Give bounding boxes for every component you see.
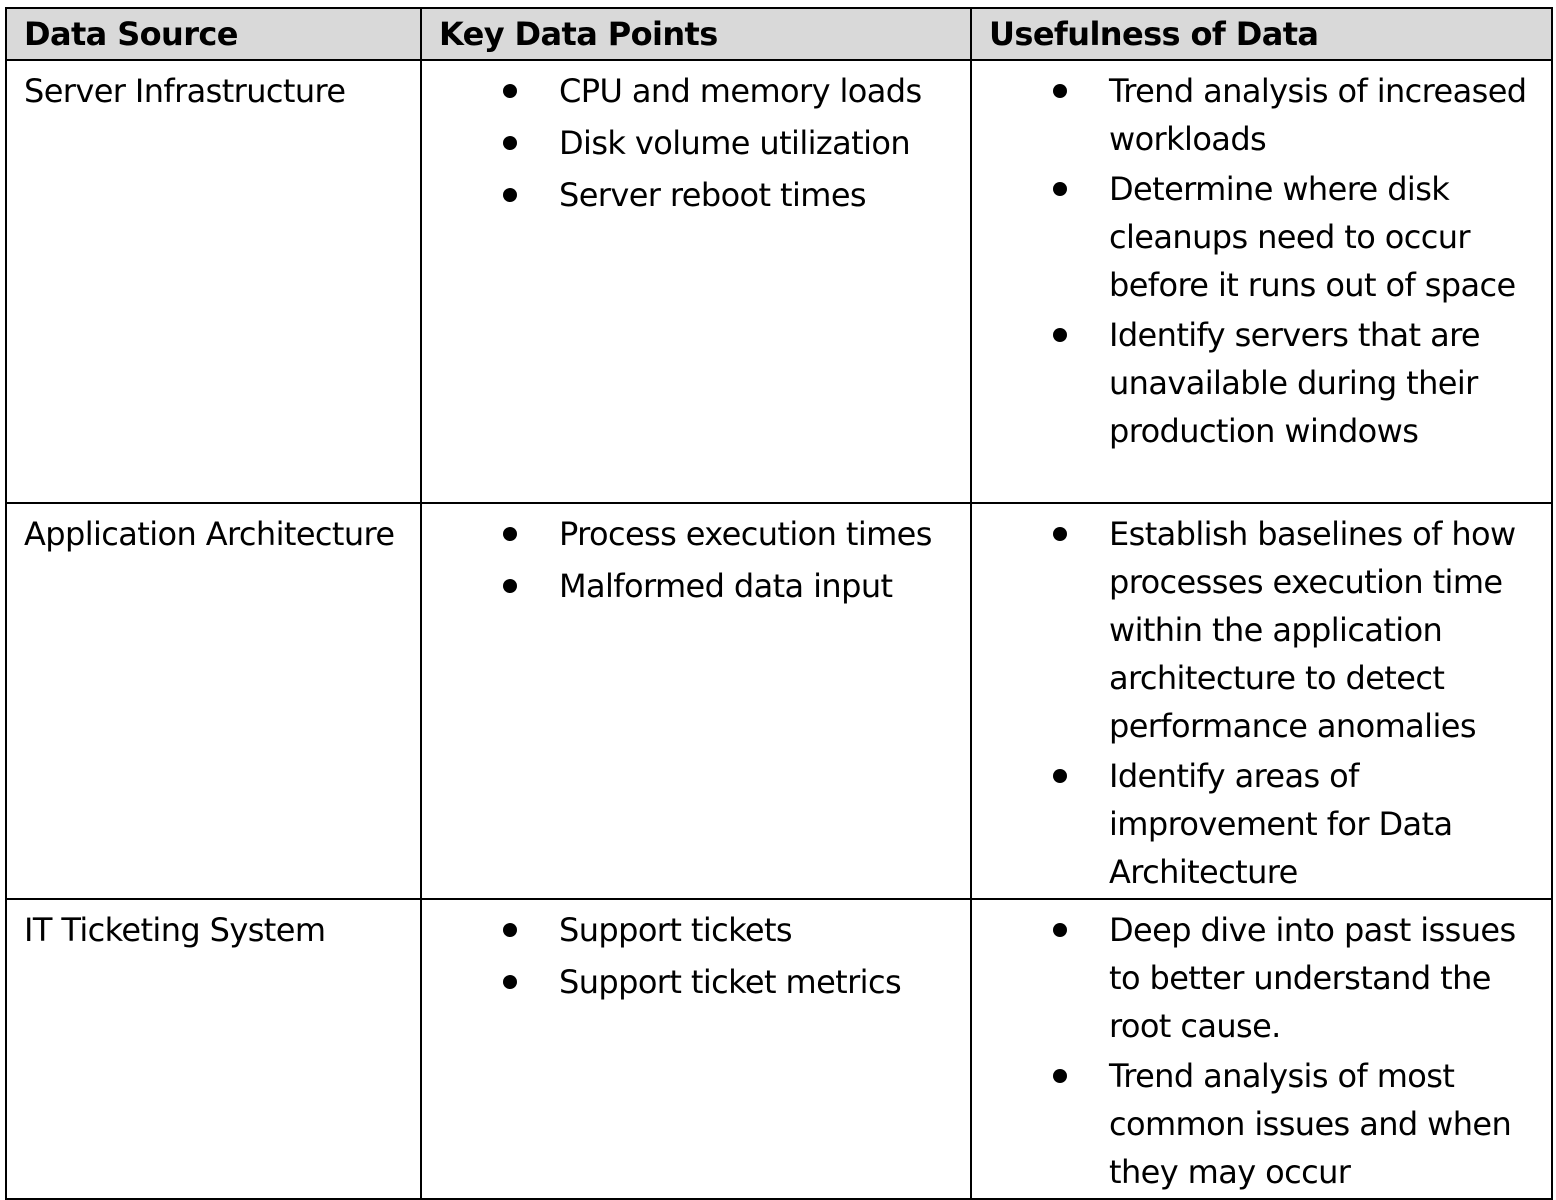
usefulness-text: Identify servers that are unavailable during their production windows [1109, 316, 1481, 450]
points-cell [421, 503, 971, 899]
list-item [972, 67, 1551, 163]
list-item [972, 165, 1551, 309]
table-row [6, 503, 1552, 899]
bullet-icon [1053, 923, 1067, 937]
list-item [972, 311, 1551, 455]
bullet-icon [1053, 84, 1067, 98]
list-item [972, 1052, 1551, 1196]
bullet-icon [503, 188, 517, 202]
list-item [422, 171, 970, 219]
header-key-data-points: Key Data Points [421, 8, 971, 60]
list-item [422, 119, 970, 167]
usefulness-cell [971, 899, 1552, 1199]
bullet-icon [1053, 769, 1067, 783]
points-list [422, 61, 970, 219]
table-header-row [6, 8, 1552, 60]
point-text: Disk volume utilization [559, 124, 911, 162]
point-text: Malformed data input [559, 567, 893, 605]
data-source-table [5, 7, 1553, 1200]
bullet-icon [503, 84, 517, 98]
usefulness-text: Determine where disk cleanups need to occur before it runs out of space [1109, 170, 1516, 304]
usefulness-text: Trend analysis of most common issues and when they may occur [1109, 1057, 1512, 1191]
list-item [422, 562, 970, 610]
point-text: CPU and memory loads [559, 72, 922, 110]
bullet-icon [1053, 1069, 1067, 1083]
bullet-icon [1053, 527, 1067, 541]
point-text: Process execution times [559, 515, 932, 553]
header-data-source: Data Source [6, 8, 421, 60]
bullet-icon [503, 923, 517, 937]
point-text: Support tickets [559, 911, 793, 949]
usefulness-text: Establish baselines of how processes execution time within the application architecture to detect performance anomalies [1109, 515, 1516, 745]
header-usefulness: Usefulness of Data [971, 8, 1552, 60]
bullet-icon [503, 136, 517, 150]
usefulness-list [972, 61, 1551, 455]
list-item [972, 906, 1551, 1050]
points-cell [421, 60, 971, 503]
table-row [6, 899, 1552, 1199]
list-item [422, 67, 970, 115]
list-item [422, 510, 970, 558]
points-list [422, 900, 970, 1006]
usefulness-list [972, 504, 1551, 896]
source-cell: Application Architecture [6, 503, 421, 899]
points-list [422, 504, 970, 610]
usefulness-list [972, 900, 1551, 1196]
bullet-icon [503, 975, 517, 989]
usefulness-text: Identify areas of improvement for Data Architecture [1109, 757, 1453, 891]
source-cell: IT Ticketing System [6, 899, 421, 1199]
bullet-icon [503, 527, 517, 541]
bullet-icon [503, 579, 517, 593]
usefulness-text: Deep dive into past issues to better understand the root cause. [1109, 911, 1516, 1045]
point-text: Server reboot times [559, 176, 867, 214]
usefulness-text: Trend analysis of increased workloads [1109, 72, 1527, 158]
list-item [422, 958, 970, 1006]
bullet-icon [1053, 328, 1067, 342]
list-item [972, 752, 1551, 896]
bullet-icon [1053, 182, 1067, 196]
list-item [972, 510, 1551, 750]
usefulness-cell [971, 503, 1552, 899]
points-cell [421, 899, 971, 1199]
source-cell: Server Infrastructure [6, 60, 421, 503]
usefulness-cell [971, 60, 1552, 503]
table-row [6, 60, 1552, 503]
point-text: Support ticket metrics [559, 963, 902, 1001]
list-item [422, 906, 970, 954]
